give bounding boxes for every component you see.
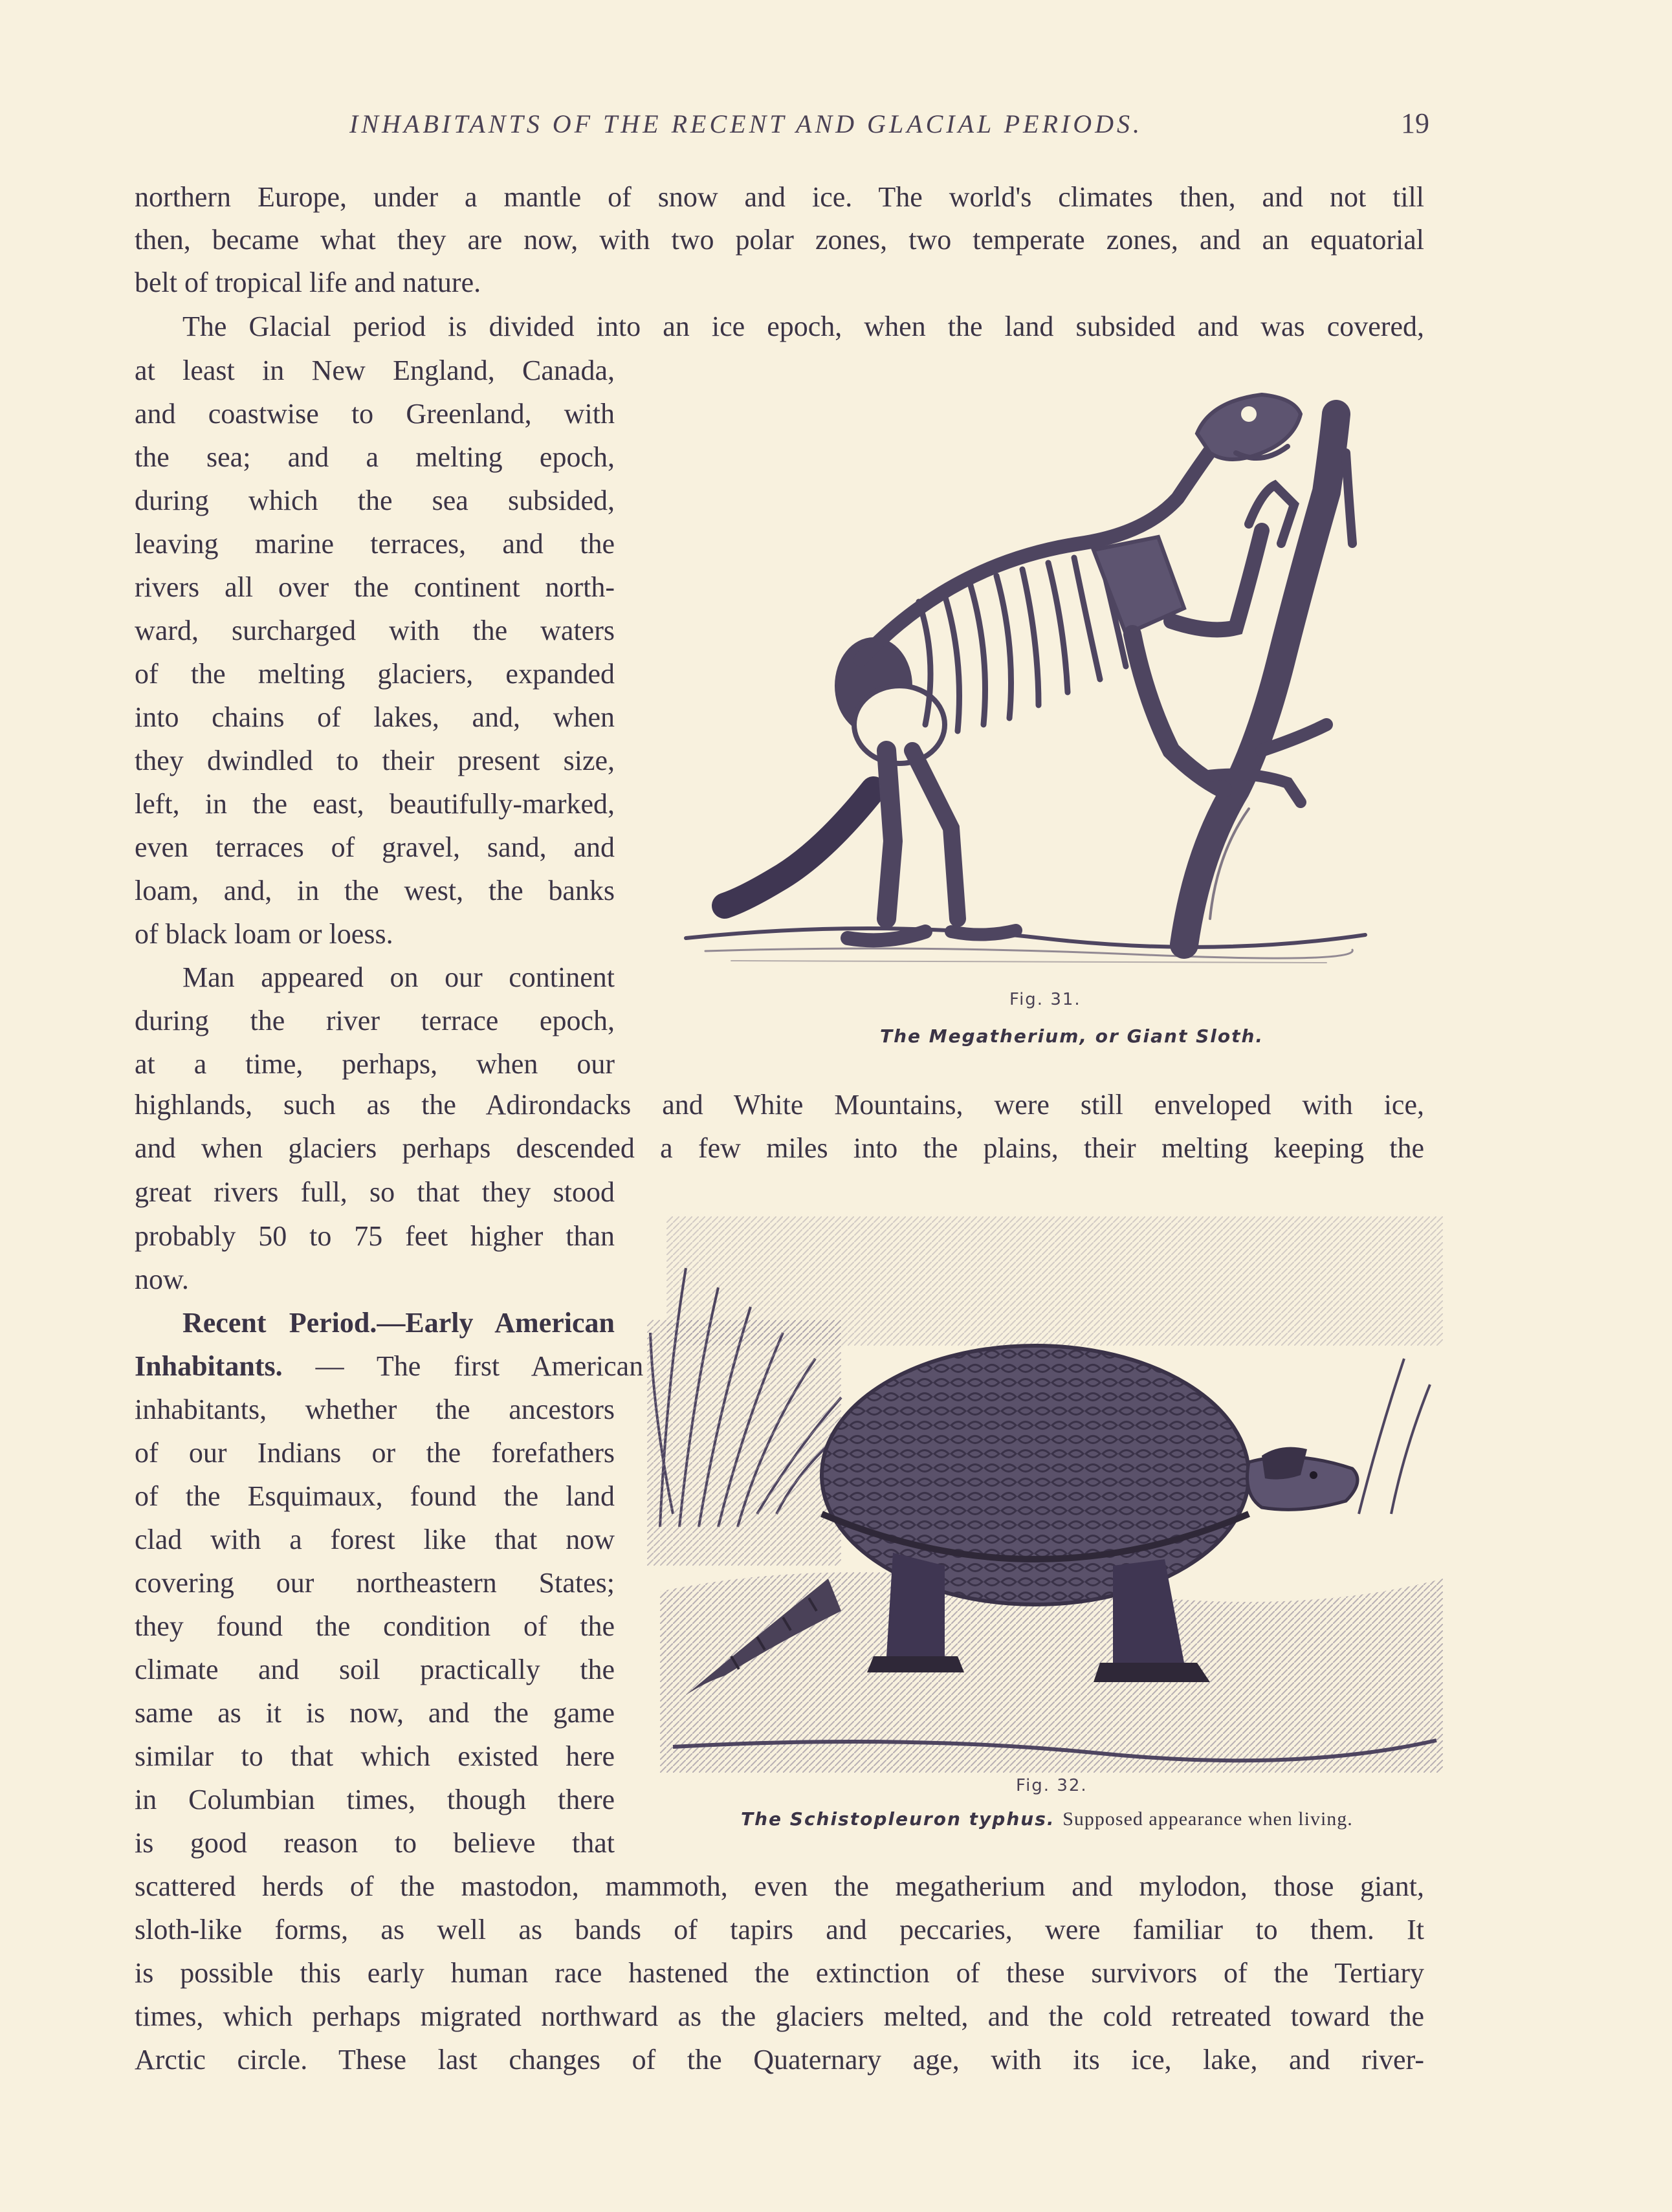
text-line: great rivers full, so that they stood bbox=[135, 1176, 615, 1208]
section-heading-cont: Inhabitants. bbox=[135, 1350, 283, 1382]
text-line: similar to that which existed here bbox=[135, 1740, 615, 1772]
text-line bbox=[135, 1345, 644, 1388]
text-line: of the Esquimaux, found the land bbox=[135, 1480, 615, 1512]
figure-32-label: Fig. 32. bbox=[1016, 1776, 1088, 1795]
text-line: same as it is now, and the game bbox=[135, 1697, 615, 1729]
text-line: highlands, such as the Adirondacks and White Mountains, were still enveloped with ice, bbox=[135, 1089, 1424, 1121]
text-line: times, which perhaps migrated northward as the glaciers melted, and the cold retreated toward the bbox=[135, 2000, 1424, 2032]
text-line: now. bbox=[135, 1264, 189, 1295]
text-line: climate and soil practically the bbox=[135, 1654, 615, 1685]
text-line: even terraces of gravel, sand, and bbox=[135, 831, 615, 863]
text-line: into chains of lakes, and, when bbox=[135, 701, 615, 733]
text-line: scattered herds of the mastodon, mammoth, even the megatherium and mylodon, those giant, bbox=[135, 1870, 1424, 1902]
text-line: then, became what they are now, with two polar zones, two temperate zones, and an equatorial bbox=[135, 224, 1424, 256]
text-line: at a time, perhaps, when our bbox=[135, 1048, 615, 1080]
text-line: during the river terrace epoch, bbox=[135, 1005, 615, 1036]
text-line: the sea; and a melting epoch, bbox=[135, 441, 615, 473]
figure-32-caption-sub: Supposed appearance when living. bbox=[1062, 1808, 1353, 1830]
text-line: ward, surcharged with the waters bbox=[135, 615, 615, 646]
figure-31-label: Fig. 31. bbox=[1009, 990, 1081, 1009]
page-number: 19 bbox=[1401, 107, 1429, 139]
text-line: and when glaciers perhaps descended a few miles into the plains, their melting keeping the bbox=[135, 1132, 1424, 1164]
text-line: at least in New England, Canada, bbox=[135, 355, 615, 386]
figure-schistopleuron bbox=[647, 1190, 1449, 1830]
megatherium-skeleton-image bbox=[679, 388, 1417, 983]
text-line: probably 50 to 75 feet higher than bbox=[135, 1220, 615, 1252]
figure-32-caption-title: The Schistopleuron typhus. bbox=[741, 1808, 1055, 1830]
text-line: clad with a forest like that now bbox=[135, 1524, 615, 1555]
text-line: is good reason to believe that bbox=[135, 1827, 615, 1859]
running-title: INHABITANTS OF THE RECENT AND GLACIAL PERIODS. bbox=[349, 109, 1143, 138]
text-line: left, in the east, beautifully-marked, bbox=[135, 788, 615, 820]
glyptodont-illustration-image bbox=[647, 1190, 1449, 1773]
text-line: loam, and, in the west, the banks bbox=[135, 875, 615, 906]
text-line: Arctic circle. These last changes of the Quaternary age, with its ice, lake, and river- bbox=[135, 2044, 1424, 2075]
text-line: inhabitants, whether the ancestors bbox=[135, 1394, 615, 1425]
text-line: they dwindled to their present size, bbox=[135, 745, 615, 776]
text-line: covering our northeastern States; bbox=[135, 1567, 615, 1599]
text-line: is possible this early human race hastened the extinction of these survivors of the Tertiary bbox=[135, 1957, 1424, 1989]
text-line: of our Indians or the forefathers bbox=[135, 1437, 615, 1469]
figure-megatherium bbox=[679, 388, 1417, 1047]
text-line: and coastwise to Greenland, with bbox=[135, 398, 615, 430]
text-line: The Glacial period is divided into an ice epoch, when the land subsided and was covered, bbox=[182, 311, 1424, 342]
text-line: leaving marine terraces, and the bbox=[135, 528, 615, 560]
figure-32-caption bbox=[741, 1808, 1353, 1830]
text-line: in Columbian times, though there bbox=[135, 1784, 615, 1815]
text-line: Man appeared on our continent bbox=[182, 961, 615, 993]
section-heading: Recent Period.—Early American bbox=[182, 1307, 615, 1339]
text-line: they found the condition of the bbox=[135, 1610, 615, 1642]
text-line: rivers all over the continent north- bbox=[135, 571, 615, 603]
text-line: of the melting glaciers, expanded bbox=[135, 658, 615, 690]
text-line: northern Europe, under a mantle of snow and ice. The world's climates then, and not till bbox=[135, 181, 1424, 213]
text-span: — The first American bbox=[282, 1350, 644, 1382]
text-line: during which the sea subsided, bbox=[135, 485, 615, 516]
figure-31-caption: The Megatherium, or Giant Sloth. bbox=[880, 1025, 1264, 1047]
text-line: belt of tropical life and nature. bbox=[135, 267, 481, 298]
text-line: sloth-like forms, as well as bands of tapirs and peccaries, were familiar to them. It bbox=[135, 1914, 1424, 1945]
text-line: of black loam or loess. bbox=[135, 918, 393, 950]
